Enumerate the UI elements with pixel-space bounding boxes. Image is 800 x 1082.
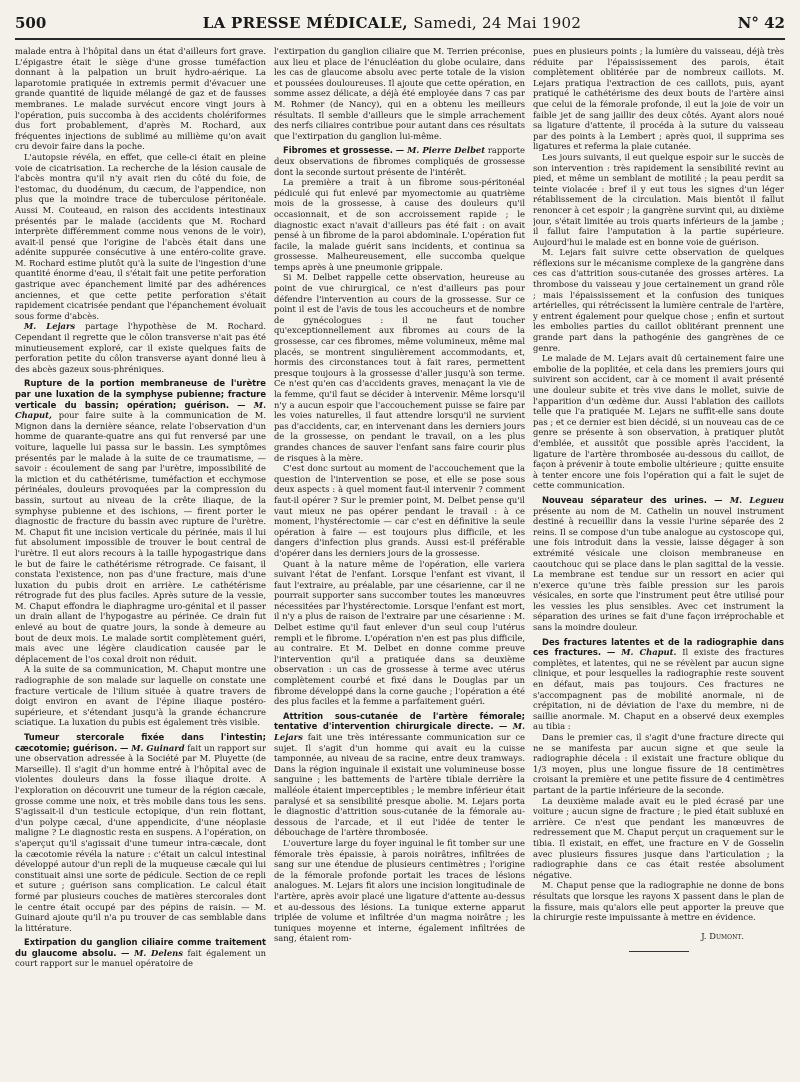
section-title: Tumeur stercorale fixée dans l'intestin; cæcotomie; guérison. — [15, 732, 266, 753]
section-paragraph — [533, 637, 784, 732]
paragraph: C'est donc surtout au moment de l'accouchement que la question de l'intervention se pose, et elle se pose sous deux aspects : à quel moment faut-il intervenir ? comment faut-il opérer ? Sur le premier point, M. Delbet pense qu'il vaut mieux ne pas opérer pendant le travail : à ce moment, l'hystérectomie — car c'est en définitive la seule opération à faire — est toujours plus difficile, et les dangers d'infection plus grands. Aussi est-il préférable d'opérer dans les derniers jours de la grossesse. — [274, 463, 525, 558]
section-title: Attrition sous-cutanée de l'artère fémorale; tentative d'intervention chirurgicale directe. — [274, 710, 525, 732]
section-title: Extirpation du ganglion ciliaire comme traitement du glaucome absolu. — [15, 937, 266, 958]
column-1 — [15, 46, 266, 1076]
author-name: — M. Pierre Delbet — [395, 145, 486, 156]
paragraph-text: Il existe des fractures complètes, et latentes, qui ne se révèlent par aucun signe clinique, et pour lesquelles la radiographie reste souvent en défaut, mais pas toujours. Ces fractures ne s'accompagnent pas de mobilité anormale, ni de crépitation, ni de déviation de l'axe du membre, ni de saillie anormale. M. Chaput en a observé deux exemples au tibia : — [533, 647, 784, 732]
author-name: — M. Legueu — [714, 494, 784, 505]
author-signature: J. Dumont. — [701, 930, 744, 941]
author-name: — M. Guinard — [119, 742, 185, 753]
paragraph: Les jours suivants, il eut quelque espoir sur le succès de son intervention : très rapidement la sensibilité revint au pied, et même un semblant de motilité ; la peau perdit sa teinte violacée : bref il y eut tous les signes d'un léger rétablissement de la circulation. Mais bientôt il fallut renoncer à cet espoir ; la gangrène survint qui, au dixième jour, s'était limitée au trois quarts inférieurs de la jambe ; il fallut faire l'amputation à la partie supérieure. Aujourd'hui le malade est en bonne voie de guérison. — [533, 151, 784, 247]
running-header — [15, 14, 785, 34]
section-paragraph — [15, 937, 266, 969]
paragraph: M. Lejars fait suivre cette observation de quelques réflexions sur le mécanisme complexe de la gangrène dans ces cas d'attrition sous-cutanée des grosses artères. La thrombose du vaisseau y joue certainement un grand rôle ; mais l'épaississement et la confusion des tuniques artérielles, qui rétrécissent la lumière centrale de l'artère, y entrent également pour quelque chose ; enfin et surtout les embolies parties du caillot oblitérant prennent une grande part dans la pathogénie des gangrènes de ce genre. — [533, 247, 784, 353]
paragraph: La première a trait à un fibrome sous-péritonéal pédiculé qui fut enlevé par myomectomie au quatrième mois de la grossesse, à cause des douleurs qu'il occasionnait, et de son accroissement rapide ; le diagnostic exact n'avait d'ailleurs pas été fait : on avait pensé à un fibrome de la paroi abdominale. L'opération fut facile, la malade guérit sans incidents, et continua sa grossesse. Malheureusement, elle succomba quelque temps après à une pneumonie grippale. — [274, 177, 525, 272]
paragraph: A la suite de sa communication, M. Chaput montre une radiographie de son malade sur laquelle on constate une fracture verticale de l'ilium située à quatre travers de doigt environ en avant de l'épine iliaque postéro-supérieure, et s'étendant jusqu'à la grande échancrure sciatique. La luxation du pubis est également très visible. — [15, 664, 266, 728]
paragraph-text: présente au nom de M. Cathelin un nouvel instrument destiné à recueillir dans la vessie l'urine séparée des 2 reins. Il se compose d'un tube analogue au cystoscope qui, une fois introduit dans la vessie, laisse dégager à son extrémité vésicale une cloison membraneuse en caoutchouc qui se place dans le plan sagittal de la vessie. La membrane est tendue sur un ressort en acier qui n'exerce qu'une très faible pression sur les parois vésicales, en sorte que l'instrument peut être utilisé pour les vessies les plus sensibles. Avec cet instrument la séparation des urines se fait d'une façon irréprochable et sans la moindre douleur. — [533, 505, 784, 633]
paragraph: Si M. Delbet rappelle cette observation, heureuse au point de vue chirurgical, ce n'est d'ailleurs pas pour défendre l'intervention au cours de la grossesse. Sur ce point il est de l'avis de tous les accoucheurs et de nombre de gynécologues : il ne faut toucher qu'exceptionnellement aux fibromes au cours de la grossesse, car ces fibromes, même volumineux, même mal placés, se montrent singulièrement accommodants, et, hormis des circonstances tout à fait rares, permettent presque toujours à la grossesse d'aller jusqu'à son terme. Ce n'est qu'en cas d'accidents graves, menaçant la vie de la femme, qu'il faut se décider à intervenir. Même lorsqu'il n'y a aucun espoir que l'accouchement puisse se faire par les voies naturelles, il faut attendre lorsqu'il ne survient pas d'accidents, car, en intervenant dans les derniers jours de la grossesse, on pendant le travail, on a les plus grandes chances de sauver l'enfant sans faire courir plus de risques à la mère. — [274, 272, 525, 463]
section-title: Nouveau séparateur des urines. — [542, 494, 707, 505]
paragraph: Dans le premier cas, il s'agit d'une fracture directe qui ne se manifesta par aucun signe et que seule la radiographie décela : il existait une fracture oblique du 1/3 moyen, plus une longue fissure de 18 centimètres croisant la première et une petite fissure de 4 centimètres partant de la partie inférieure de la seconde. — [533, 732, 784, 795]
page-number: 500 — [15, 14, 47, 32]
paragraph: L'ouverture large du foyer inguinal le fit tomber sur une fémorale très épaissie, à parois noirâtres, infiltrées de sang sur une étendue de plusieurs centimètres ; l'origine de la fémorale profonde portait les traces de lésions analogues. M. Lejars fit alors une incision longitudinale de l'artère, après avoir placé une ligature d'attente au-dessus et au-dessous des lésions. La tunique externe apparut triplée de volume et infiltrée d'un magma noirâtre ; les tuniques moyenne et interne, également infiltrées de sang, étaient rom- — [274, 837, 525, 944]
issue-number: N° 42 — [737, 14, 785, 32]
paragraph: Quant à la nature même de l'opération, elle variera suivant l'état de l'enfant. Lorsque l'enfant est vivant, il faut l'extraire, au préalable, par une césarienne, car il ne pourrait supporter sans succomber toutes les manœuvres nécessitées par l'hystérectomie. Lorsque l'enfant est mort, il n'y a plus de raison de l'extraire par une césarienne : M. Delbet estime qu'il faut enlever d'un seul coup l'utérus rempli et le fibrome. L'opération n'en est pas plus difficile, au contraire. Et M. Delbet en donne comme preuve l'intervention qu'il a pratiquée dans sa deuxième observation : un cas de grossesse à terme avec utérus complètement courbé et fixé dans le Douglas par un fibrome développé dans la corne gauche ; l'opération a été des plus faciles et la femme a parfaitement guéri. — [274, 558, 525, 707]
section-paragraph — [274, 145, 525, 177]
paragraph: La deuxième malade avait eu le pied écrasé par une voiture ; aucun signe de fracture ; le pied était subluxé en arrière. Ce n'est que pendant les manœuvres de redressement que M. Chaput perçut un craquement sur le tibia. Il existait, en effet, une fracture en V de Gosselin avec plusieurs fissures jusque dans l'articulation ; la radiographie dans ce cas était restée absolument négative. — [533, 795, 784, 880]
paragraph-text: partage l'hypothèse de M. Rochard. Cependant il regrette que le côlon transverse n'ait pas été minutieusement exploré, car il existe quelques faits de perforation petite du côlon transverse ayant donné lieu à des abcès gazeux sous-phréniques. — [15, 321, 266, 374]
header-rule — [15, 38, 785, 40]
section-title: Rupture de la portion membraneuse de l'urètre par une luxation de la symphyse pubienne; fracture verticale du bassin; opération; guérison. — [15, 378, 266, 410]
section-title: Fibromes et grossesse. — [283, 145, 393, 156]
section-paragraph — [15, 732, 266, 933]
paragraph: malade entra à l'hôpital dans un état d'ailleurs fort grave. L'épigastre était le siège d'une grosse tuméfaction donnant à la palpation un bruit hydro-aérique. La laparotomie pratiquée in extremis permit d'évacuer une grande quantité de liquide mélangé de gaz et de fausses membranes. Le malade survécut encore vingt jours à l'opération, puis succomba à des accidents cholériformes dus fort probablement, d'après M. Rochard, aux fréquentes injections de sublimé au millième qu'on avait cru devoir faire dans la poche. — [15, 46, 266, 152]
paragraph — [15, 321, 266, 374]
journal-name: LA PRESSE MÉDICALE, — [202, 14, 408, 32]
author-name: — M. Chaput. — [606, 647, 677, 658]
paragraph: L'autopsie révéla, en effet, que celle-ci était en pleine voie de cicatrisation. La recherche de la lésion causale de l'abcès montra qu'il n'y avait rien du côté du foie, de l'estomac, du duodénum, du cæcum, de l'appendice, non plus que la moindre trace de tuberculose péritonéale. Aussi M. Couteaud, en raison des accidents intestinaux présentés par le malade (accidents que M. Rochard interprète différemment comme nous venons de le voir), avait-il pensé que l'origine de l'abcès était dans une adénite suppurée consécutive à une entéro-colite grave. M. Rochard estime plutôt qu'à la suite de l'ingestion d'une quantité énorme d'eau, il s'était fait une petite perforation gastrique avec épanchement limité par des adhérences anciennes, et que cette petite perforation s'était rapidement cicatrisée pendant que l'épanchement évoluait sous forme d'abcès. — [15, 151, 266, 321]
paragraph-text: pour faire suite à la communication de M. Mignon dans la dernière séance, relate l'observation d'un homme de quarante-quatre ans qui fut renversé par une voiture, laquelle lui passa sur le bassin. Les symptômes présentés par le malade à la suite de ce traumatisme, — savoir : écoulement de sang par l'urètre, impossibilité de la miction et du cathétérisme, tuméfaction et ecchymose périnéales, douleurs provoquées par la compression du bassin, surtout au niveau de la crête iliaque, de la symphyse pubienne et des ischions, — firent porter le diagnostic de fracture du bassin avec rupture de l'urètre. M. Chaput fit une incision verticale du périnée, mais il lui fut absolument impossible de trouver le bout central de l'urètre. Il eut alors recours à la taille hypogastrique dans le but de faire le cathétérisme rétrograde. Ce faisant, il constata l'existence, non pas d'une fracture, mais d'une luxation du pubis droit en arrière. Le cathétérisme rétrograde fut des plus faciles. Après suture de la vessie, M. Chaput effondra le diaphragme uro-génital et il passer un drain allant de l'hypogastre au périnée. Ce drain fut enlevé au bout de quatre jours, la sonde à demeure au bout de deux mois. Le malade sortit complètement guéri, mais avec une légère claudication causée par le déplacement de l'os coxal droit non réduit. — [15, 410, 266, 664]
article-columns — [15, 46, 785, 1076]
author-name: — M. Chaput, — [15, 399, 266, 421]
paragraph-text: fait également un court rapport sur le manuel opératoire de — [15, 947, 266, 969]
author-name: M. Lejars — [24, 321, 76, 332]
paragraph-text: fait une très intéressante communication sur ce sujet. Il s'agit d'un homme qui avait eu la cuisse tamponnée, au niveau de sa racine, entre deux tramways. Dans la région inguinale il existait une volumineuse bosse sanguine ; les battements de l'artère tibiale derrière la malléole étaient imperceptibles ; le membre inférieur était paralysé et sa sensibilité presque abolie. M. Lejars porta le diagnostic d'attrition sous-cutanée de la fémorale au-dessous de l'arcade, et il eut l'idée de tenter le débouchage de l'artère thrombosée. — [274, 732, 525, 838]
paragraph: l'extirpation du ganglion ciliaire que M. Terrien préconise, aux lieu et place de l'énucléation du globe oculaire, dans les cas de glaucome absolu avec perte totale de la vision et poussées douloureuses. Il ajoute que cette opération, en somme assez délicate, a déjà été employée dans 7 cas par M. Rohmer (de Nancy), qui en a obtenu les meilleurs résultats. Il semble d'ailleurs que le simple arrachement des nerfs ciliaires contribue pour autant dans ces résultats que l'extirpation du ganglion lui-même. — [274, 46, 525, 141]
paragraph: pues en plusieurs points ; la lumière du vaisseau, déjà très réduite par l'épaississement des parois, était complètement oblitérée par de nombreux caillots. M. Lejars pratiqua l'extraction de ces caillots, puis, ayant pratiqué le cathétérisme des deux bouts de l'artère ainsi que celui de la fémorale profonde, il eut la joie de voir un faible jet de sang jaillir des deux côtés. Ayant alors noué sa ligature d'attente, il procéda à la suture du vaisseau par des points à la Lembert ; après quoi, il supprima ses ligatures et referma la plaie cutanée. — [533, 46, 784, 152]
page — [15, 0, 785, 1082]
paragraph-text: rapporte deux observations de fibromes compliqués de grossesse dont la seconde surtout présente de l'intérêt. — [274, 145, 525, 177]
paragraph: Le malade de M. Lejars avait dû certainement faire une embolie de la poplitée, et cela dans les premiers jours qui suivirent son accident, car à ce moment il avait présenté une douleur subite et très vive dans le mollet, suivie de l'apparition d'un œdème dur. Aussi l'ablation des caillots telle que l'a pratiquée M. Lejars ne suffit-elle sans doute pas ; et ce dernier est bien décidé, si un nouveau cas de ce genre se présente à son observation, à pratiquer plutôt d'emblée, et aussitôt que possible après l'accident, la ligature de l'artère thrombosée au-dessous du caillot, de façon à prévenir à toute embolie ultérieure ; quitte ensuite à tenter encore une fois l'opération qui a fait le sujet de cette communication. — [533, 353, 784, 491]
paragraph: M. Chaput pense que la radiographie ne donne de bons résultats que lorsque les rayons X passent dans le plan de la fissure, mais qu'alors elle peut apporter la preuve que la chirurgie reste impuissante à mettre en évidence. — [533, 880, 784, 923]
journal-title-line — [203, 14, 582, 32]
column-3 — [533, 46, 784, 1076]
section-title: Des fractures latentes et de la radiographie dans ces fractures. — [533, 636, 784, 658]
author-name: — M. Lejars — [274, 721, 525, 742]
section-paragraph — [15, 378, 266, 664]
issue-date: Samedi, 24 Mai 1902 — [413, 14, 582, 32]
end-rule — [629, 951, 689, 952]
section-paragraph — [274, 711, 525, 838]
section-paragraph — [533, 495, 784, 633]
column-2 — [274, 46, 525, 1076]
paragraph-text: fait un rapport sur une observation adressée à la Société par M. Pluyette (de Marseille). Il s'agit d'un homme entré à l'hôpital avec de violentes douleurs dans la fosse iliaque droite. A l'exploration on découvrit une tumeur de la région cæcale, grosse comme une noix, et très mobile dans tous les sens. S'agissait-il d'un testicule ectopique, d'un rein flottant, d'un polype cæcal, d'une appendicite, d'une néoplasie maligne ? Le diagnostic resta en suspens. A l'opération, on s'aperçut qu'il s'agissait d'une tumeur intra-cæcale, dont la cæcotomie révéla la nature : c'était un calcul intestinal développé autour d'un repli de la muqueuse cæcale qui lui constituait ainsi une sorte de pédicule. Section de ce repli et suture ; guérison sans complication. Le calcul était formé par plusieurs couches de matières stercorales dont le centre était occupé par des pépins de raisin. — M. Guinard ajoute qu'il n'a pu trouver de cas semblable dans la littérature. — [15, 742, 266, 933]
author-name: — M. Delens — [120, 947, 183, 958]
